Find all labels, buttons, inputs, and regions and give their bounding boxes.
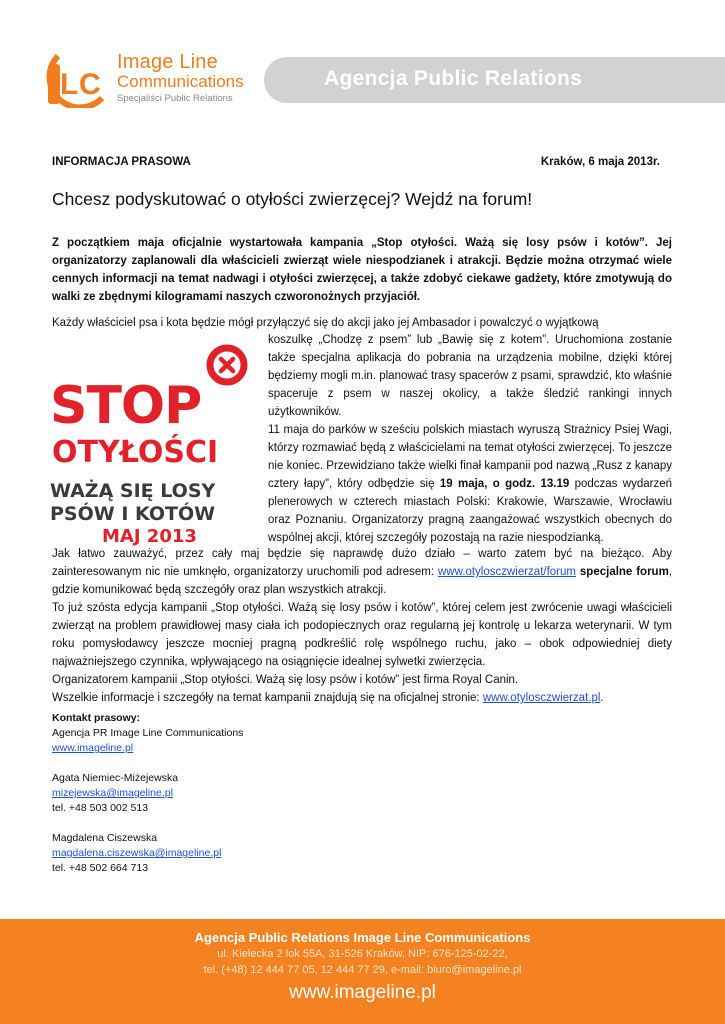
paragraph-edition: To już szósta edycja kampanii „Stop otyłości. Ważą się losy psów i kotów”, której celem jest zwrócenie uwagi właścicieli zwierząt na problem prawidłowej masy ciała ich podopiecznych oraz regularną jej kontrolę u lekarza weterynarii. W tym roku pomysłodawcy jeszcze mocniej pragną podkreślić rolę wspólnego ruchu, jako – obok odpowiedniej diety najważniejszego czynnika, wpływającego na osiągnięcie idealnej sylwetki zwierzęcia. [52,602,672,668]
final-date: 19 maja, o godz. 13.19 [439,478,570,490]
paragraph-forum [52,545,672,599]
campaign-stop-text: STOP [50,376,202,436]
press-contacts [52,711,243,876]
campaign-maj-text: MAJ 2013 [102,526,197,547]
forum-bold: specjalne forum [579,566,669,578]
agency-banner [264,57,725,103]
footer-phones: tel. (+48) 12 444 77 05, 12 444 77 29, e-mail: biuro@imageline.pl [203,964,522,976]
agency-web-link[interactable]: www.imageline.pl [52,742,134,754]
footer-website: www.imageline.pl [289,982,436,1003]
contact-phone-2: tel. +48 502 664 713 [52,862,149,874]
footer-address: ul. Kielecka 2 lok 55A, 31-526 Kraków, NIP: 676-125-02-22, [217,948,508,960]
logo-name-second: Communications [117,72,244,91]
contact-name-2: Magdalena Ciszewska [52,832,158,844]
press-label: INFORMACJA PRASOWA [52,156,191,168]
campaign-otylosci-text: OTYŁOŚCI [52,435,219,470]
ilc-logo-icon [46,50,110,108]
lead-paragraph: Z początkiem maja oficjalnie wystartowała kampania „Stop otyłości. Ważą się losy psów i kotów”. Jej organizatorzy zaplanowali dla właścicieli zwierząt wiele niespodzianek i atrakcji. Będzie można otrzymać wiele cennych informacji na temat nadwagi i otyłości zwierzęcej, a także zdobyć ciekawe gadżety, które zmotywują do walki ze zbędnymi kilogramami naszych czworonożnych przyjaciół. [52,237,672,303]
logo-tagline: Specjaliści Public Relations [117,93,233,104]
website-text: Wszelkie informacje i szczegóły na temat kampanii znajdują się na oficjalnej stronie: [52,692,480,704]
contact-email-1[interactable]: mizejewska@imageline.pl [52,787,173,799]
logo-name: Image Line [117,51,218,73]
page-header [0,0,725,120]
side-text-block [268,331,672,547]
forum-link[interactable]: www.otylosczwierzat/forum [437,566,576,578]
contact-name-1: Agata Niemiec-Miżejewska [52,772,179,784]
paragraph-intro: Każdy właściciel psa i kota będzie mógł przyłączyć się do akcji jako jej Ambasador i powalczyć o wyjątkową [52,317,599,329]
events-text-end: podczas wydarzeń plenerowych w czterech miastach Polski: Krakowie, Warszawie, Wrocławiu oraz Poznaniu. Organizatorzy pragną zaangażować wszystkich obecnych do wspólnej akcji, której szczegóły pozostają na razie niespodzianką. [268,478,673,544]
page-footer [0,919,725,1024]
campaign-waza-text: WAŻĄ SIĘ LOSY [50,480,216,502]
contacts-agency: Agencja PR Image Line Communications [52,727,244,739]
footer-title: Agencja Public Relations Image Line Communications [194,930,531,945]
paragraph-events [268,421,672,547]
campaign-site-link[interactable]: www.otylosczwierzat.pl [482,692,601,704]
website-text-end: . [600,692,604,704]
campaign-psow-text: PSÓW I KOTÓW [50,503,216,525]
bottom-text-block [52,545,672,707]
contacts-title: Kontakt prasowy: [52,712,141,724]
events-text: 11 maja do parków w sześciu polskich miastach wyruszą Strażnicy Psiej Wagi, którzy rozmawiać będą z właścicielami na temat otyłości zwierzęcej. To jeszcze nie koniec. Przewidziano także wielki finał kampanii pod nazwą „Rusz z kanapy cztery łapy”, który odbędzie się [268,424,672,490]
place-date: Kraków, 6 maja 2013r. [540,156,660,168]
paragraph-website [52,689,672,707]
agency-banner-text: Agencja Public Relations [324,67,583,90]
paragraph-organizer: Organizatorem kampanii „Stop otyłości. Ważą się losy psów i kotów” jest firma Royal Canin. [52,674,519,686]
forum-text: Jak łatwo zauważyć, przez cały maj będzie się naprawdę dużo działo – warto zatem być na bieżąco. Aby zainteresowanym nic nie umknęło, organizatorzy uruchomili pod adresem: [52,548,672,578]
campaign-graphic [50,340,260,550]
headline: Chcesz podyskutować o otyłości zwierzęcej? Wejdź na forum! [52,189,533,209]
x-circle-icon [202,340,252,390]
contact-email-2[interactable]: magdalena.ciszewska@imageline.pl [52,847,222,859]
company-logo [117,52,244,105]
svg-text:C: C [79,68,101,101]
paragraph-ambassador: koszulkę „Chodzę z psem” lub „Bawię się z kotem”. Uruchomiona zostanie także specjalna aplikacja do pobrania na urządzenia mobilne, dzięki której będziemy mogli m.in. planować trasy spacerów z psami, sprawdzić, kto właśnie spaceruje z psem w naszej okolicy, a także śledzić rankingi innych użytkowników. [268,334,672,418]
forum-text-end: , gdzie komunikować będą szczegóły oraz plan wszystkich atrakcji. [52,566,673,596]
contact-phone-1: tel. +48 503 002 513 [52,802,149,814]
svg-text:L: L [60,68,79,101]
